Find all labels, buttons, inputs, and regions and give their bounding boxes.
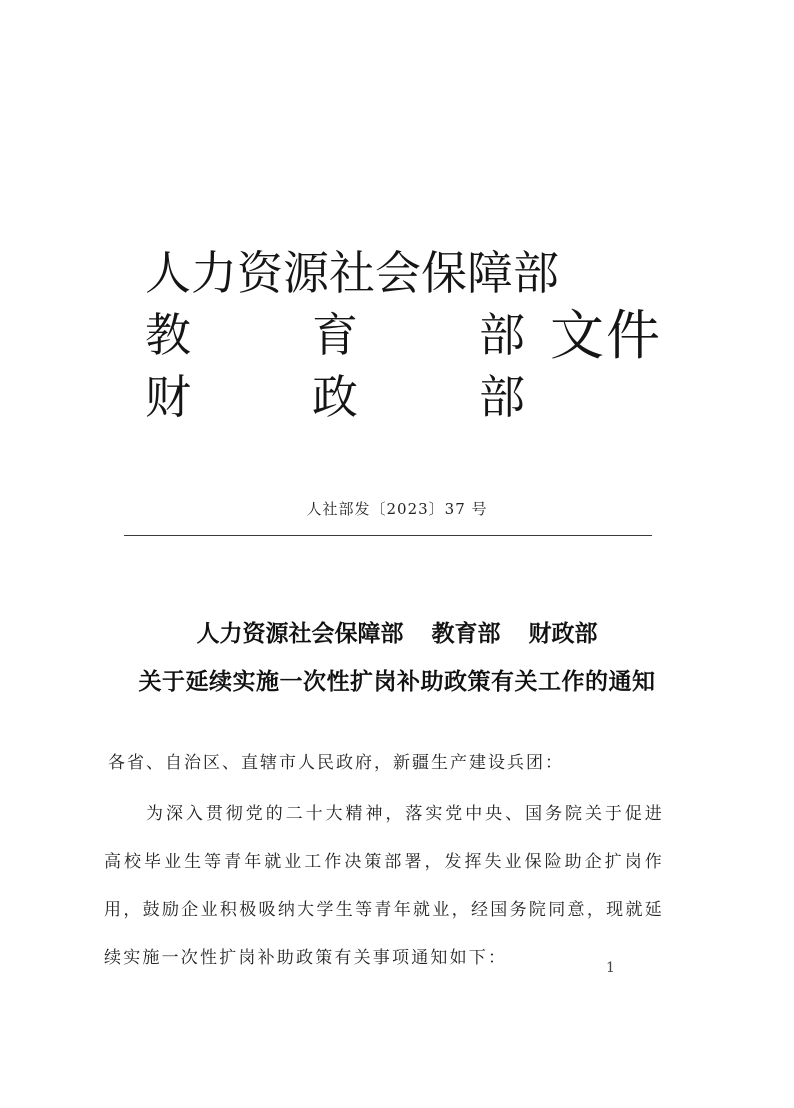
- page-number: 1: [606, 960, 615, 976]
- issuer-char: 部: [479, 308, 525, 362]
- body-paragraph: [104, 790, 664, 982]
- issuer-char: 部: [479, 370, 525, 424]
- issuing-agencies: [145, 242, 559, 428]
- title-agency: 教育部: [431, 621, 501, 647]
- issuer-education: [145, 304, 525, 366]
- title-line-1: [0, 610, 794, 658]
- salutation: 各省、自治区、直辖市人民政府，新疆生产建设兵团：: [108, 753, 564, 773]
- header-divider: [124, 535, 652, 536]
- issuer-finance: [145, 366, 525, 428]
- issuer-char: 财: [145, 370, 191, 424]
- issuer-char: 育: [312, 308, 358, 362]
- issuer-hrss: [145, 242, 559, 304]
- title-agency: 财政部: [528, 621, 598, 647]
- document-suffix: 文件: [550, 304, 662, 367]
- issuer-char: 源: [283, 246, 329, 300]
- document-title: [0, 610, 794, 706]
- body-text: 为深入贯彻党的二十大精神，落实党中央、国务院关于促进高校毕业生等青年就业工作决策部署，发挥失业保险助企扩岗作用，鼓励企业积极吸纳大学生等青年就业，经国务院同意，现就延续实施一次性扩岗补助政策有关事项通知如下：: [104, 804, 664, 968]
- issuer-char: 社: [329, 246, 375, 300]
- title-line-2: 关于延续实施一次性扩岗补助政策有关工作的通知: [138, 669, 656, 695]
- issuer-char: 会: [375, 246, 421, 300]
- issuer-char: 力: [191, 246, 237, 300]
- issuer-char: 人: [145, 246, 191, 300]
- issuer-char: 障: [467, 246, 513, 300]
- issuer-char: 资: [237, 246, 283, 300]
- issuer-char: 保: [421, 246, 467, 300]
- title-agency: 人力资源社会保障部: [196, 621, 404, 647]
- issuer-char: 政: [312, 370, 358, 424]
- issuer-char: 教: [145, 308, 191, 362]
- document-number: 人社部发〔2023〕37 号: [306, 500, 488, 518]
- issuer-char: 部: [513, 246, 559, 300]
